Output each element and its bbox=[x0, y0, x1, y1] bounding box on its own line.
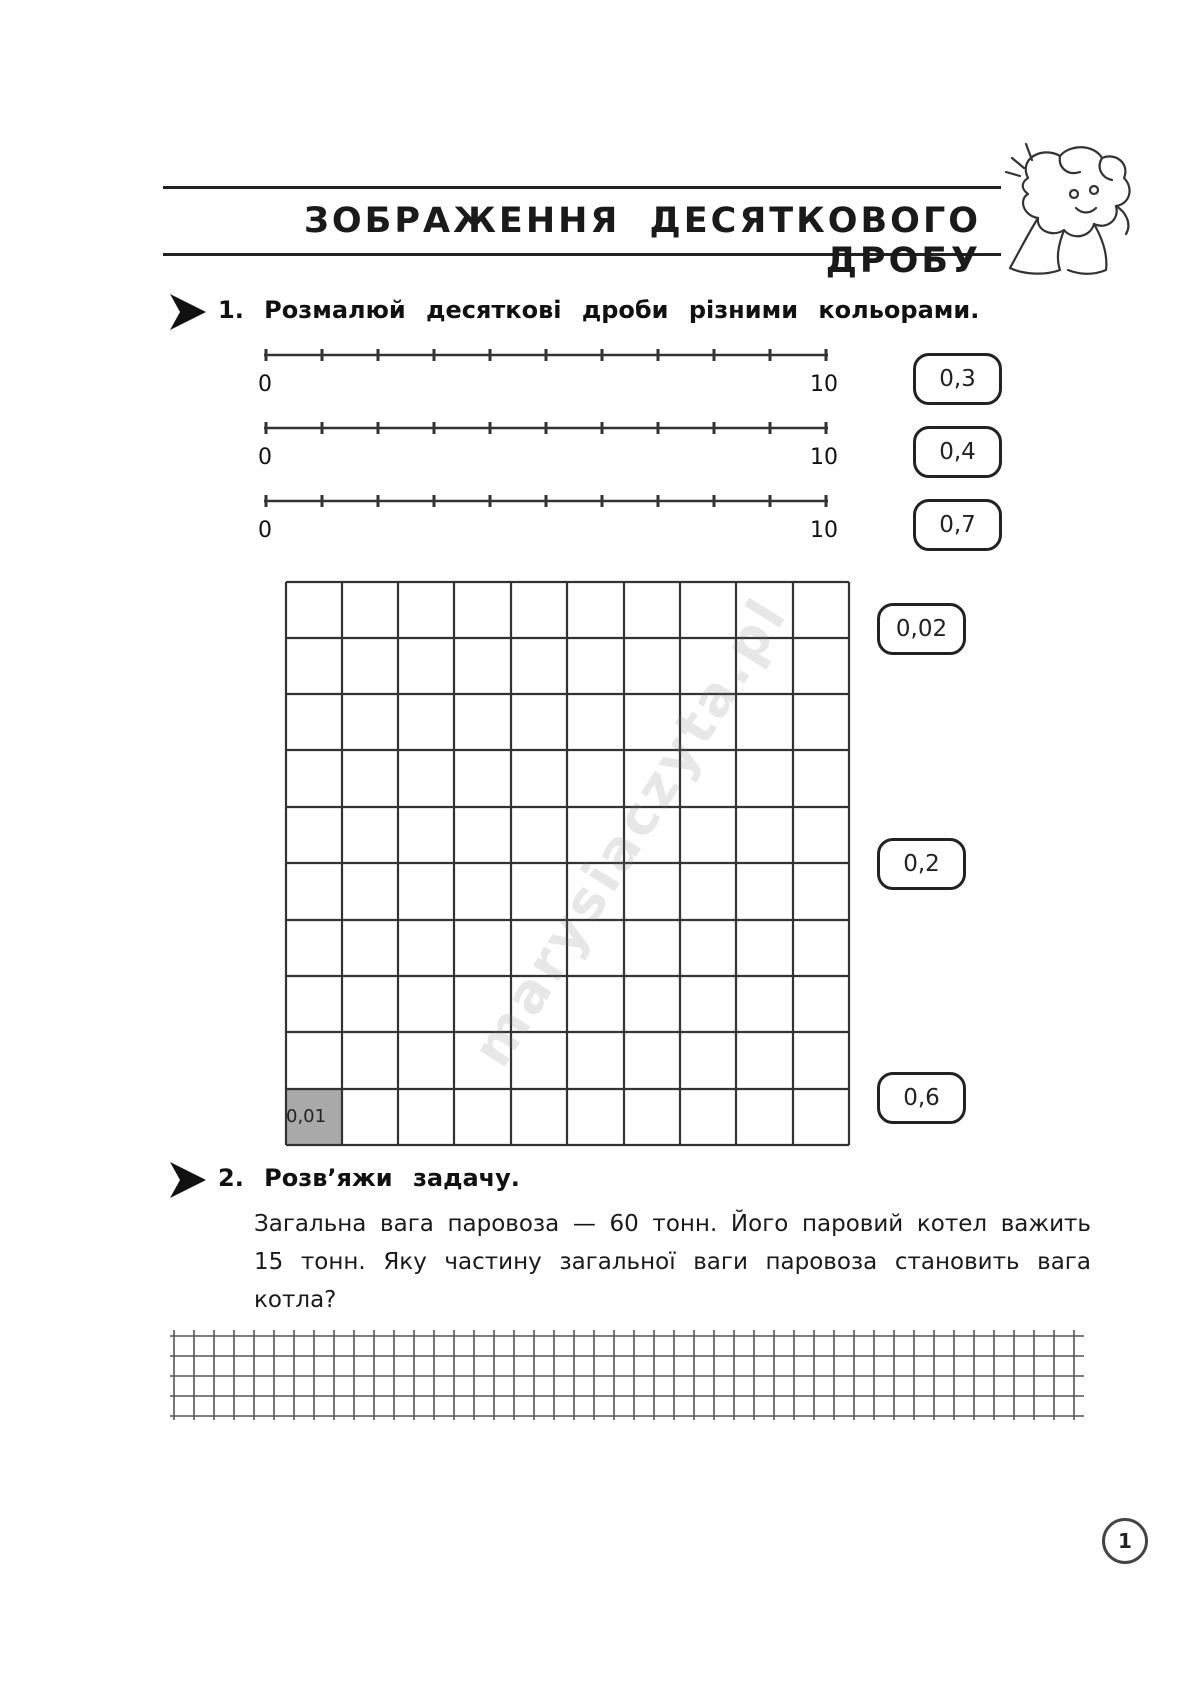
fraction-box: 0,02 bbox=[877, 603, 966, 655]
answer-grid[interactable] bbox=[170, 1330, 1084, 1420]
number-line[interactable] bbox=[258, 419, 838, 475]
number-line-start-label: 0 bbox=[258, 372, 272, 397]
fraction-box: 0,3 bbox=[913, 353, 1002, 405]
page-number: 1 bbox=[1102, 1518, 1148, 1564]
fraction-box: 0,2 bbox=[877, 838, 966, 890]
task-arrow-icon bbox=[168, 1160, 208, 1200]
page-title: ЗОБРАЖЕННЯ ДЕСЯТКОВОГО ДРОБУ bbox=[304, 201, 981, 281]
number-line[interactable] bbox=[258, 346, 838, 402]
task-arrow-icon bbox=[168, 292, 208, 332]
number-line-end-label: 10 bbox=[810, 445, 838, 470]
title-band bbox=[163, 186, 1001, 281]
number-line-end-label: 10 bbox=[810, 518, 838, 543]
problem-text: Загальна вага паровоза — 60 тонн. Його паровий котел важить 15 тонн. Яку частину загальної ваги паровоза становить вага котла? bbox=[254, 1211, 1091, 1313]
number-line-start-label: 0 bbox=[258, 518, 272, 543]
watermark: marysiaczyta.pl bbox=[460, 585, 800, 1078]
mascot-illustration bbox=[998, 138, 1140, 286]
task1-title: 1. Розмалюй десяткові дроби різними кольорами. bbox=[218, 296, 980, 324]
fraction-box: 0,4 bbox=[913, 426, 1002, 478]
number-line-end-label: 10 bbox=[810, 372, 838, 397]
number-line[interactable] bbox=[258, 492, 838, 548]
fraction-box: 0,7 bbox=[913, 499, 1002, 551]
number-line-start-label: 0 bbox=[258, 445, 272, 470]
grid-cell-label: 0,01 bbox=[286, 1106, 327, 1127]
fraction-box: 0,6 bbox=[877, 1072, 966, 1124]
task2-title: 2. Розв’яжи задачу. bbox=[218, 1164, 520, 1192]
